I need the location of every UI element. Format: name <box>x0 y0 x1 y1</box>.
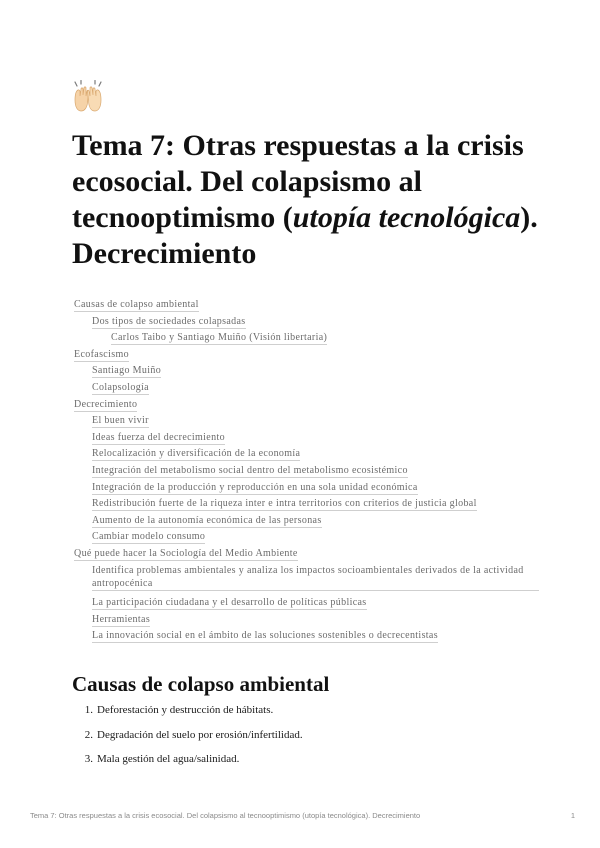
list-item-text: Mala gestión del agua/salinidad. <box>97 753 240 765</box>
toc-link[interactable]: Santiago Muiño <box>92 365 162 377</box>
toc-link[interactable]: Colapsología <box>92 382 149 393</box>
toc-link[interactable]: Causas de colapso ambiental <box>74 299 199 310</box>
toc-link[interactable]: Identifica problemas ambientales y analiza los impactos socioambientales derivados de la actividad antropocénica <box>92 564 539 591</box>
toc-link[interactable]: La innovación social en el ámbito de las soluciones sostenibles o decrecentistas <box>92 630 438 642</box>
toc-link[interactable]: Integración del metabolismo social dentro del metabolismo ecosistémico <box>92 465 408 476</box>
list-item <box>72 702 273 718</box>
toc-link[interactable]: Qué puede hacer la Sociología del Medio Ambiente <box>74 548 298 559</box>
toc-link[interactable]: Aumento de la autonomía económica de las personas <box>92 514 322 526</box>
toc-link[interactable]: Relocalización y diversificación de la economía <box>92 448 301 460</box>
toc-link[interactable]: Ideas fuerza del decrecimiento <box>92 431 225 443</box>
section-heading: Causas de colapso ambiental <box>72 672 330 696</box>
toc-link[interactable]: Decrecimiento <box>74 398 138 410</box>
footer-text: Tema 7: Otras respuestas a la crisis ecosocial. Del colapsismo al tecnooptimismo (utopía tecnológica). Decrecimiento <box>30 811 421 820</box>
list-item-number: 3. <box>84 753 93 765</box>
toc-link[interactable]: Herramientas <box>92 613 151 625</box>
raising-hands-emoji-icon <box>72 80 104 114</box>
list-item <box>72 751 239 767</box>
list-item-number: 1. <box>84 704 93 716</box>
toc-link[interactable]: Dos tipos de sociedades colapsadas <box>92 315 246 327</box>
toc-link[interactable]: Cambiar modelo consumo <box>92 531 206 543</box>
toc-link[interactable]: La participación ciudadana y el desarrollo de políticas públicas <box>92 597 367 609</box>
page-number: 1 <box>570 811 575 820</box>
title-text-start: Tema 7: Otras respuestas a la crisis ecosocial. Del colapsismo al tecnooptimismo ( <box>72 129 524 234</box>
list-item <box>72 727 303 743</box>
list-item-number: 2. <box>84 729 93 741</box>
title-italic-text: utopía tecnológica <box>292 201 521 234</box>
list-item-text: Deforestación y destrucción de hábitats. <box>97 704 274 716</box>
toc-link[interactable]: Integración de la producción y reproducción en una sola unidad económica <box>92 481 418 493</box>
toc-link[interactable]: El buen vivir <box>92 415 149 427</box>
toc-link[interactable]: Ecofascismo <box>74 348 129 360</box>
title-text-end: ). Decrecimiento <box>72 201 538 270</box>
toc-link[interactable]: Carlos Taibo y Santiago Muiño (Visión libertaria) <box>111 332 328 344</box>
list-item-text: Degradación del suelo por erosión/infertilidad. <box>97 729 303 741</box>
toc-link[interactable]: Redistribución fuerte de la riqueza inter e intra territorios con criterios de justicia global <box>92 498 477 510</box>
page-title <box>72 128 542 272</box>
